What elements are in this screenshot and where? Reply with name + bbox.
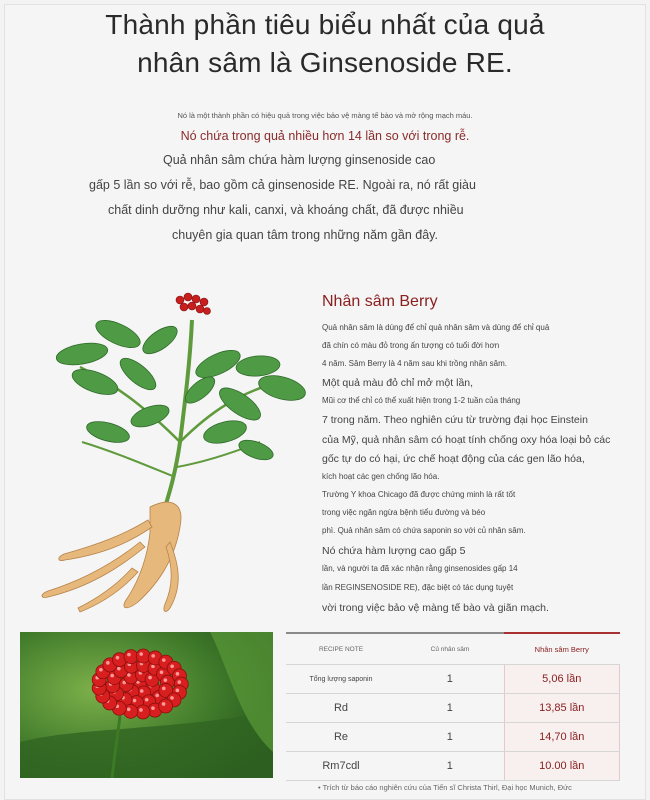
title-line-1: Thành phần tiêu biểu nhất của quả [105, 9, 545, 40]
table-header-cell: Nhân sâm Berry [504, 633, 620, 665]
berry-line: vời trong việc bảo vệ màng tế bào và giãn mạch. [322, 602, 549, 614]
berry-section-title: Nhân sâm Berry [322, 293, 438, 310]
table-header-cell: Củ nhân sâm [396, 633, 504, 665]
table-cell: Rm7cdl [286, 752, 396, 781]
table-cell: 14,70 lần [504, 723, 620, 752]
table-cell: 1 [396, 752, 504, 781]
table-row [286, 665, 620, 694]
berry-line: phì. Quả nhân sâm có chứa saponin so với củ nhân sâm. [322, 526, 526, 535]
title-line-2: nhân sâm là Ginsenoside RE. [137, 47, 513, 78]
berry-line: 4 năm. Sâm Berry là 4 năm sau khi trồng nhân sâm. [322, 359, 507, 368]
intro-line-4: chuyên gia quan tâm trong những năm gần đây. [172, 228, 438, 242]
comparison-table [286, 632, 620, 781]
table-cell: Tổng lượng saponin [286, 665, 396, 694]
table-cell: 5,06 lần [504, 665, 620, 694]
berry-line: Quả nhân sâm là dùng để chỉ quả nhân sâm và dùng để chỉ quả [322, 323, 550, 332]
berry-line: Nó chứa hàm lượng cao gấp 5 [322, 545, 466, 557]
ginseng-plant-illustration [20, 292, 315, 617]
table-header-row [286, 633, 620, 665]
berry-line: đã chín có màu đỏ trong ấn tượng có tuổi đời hơn [322, 341, 500, 350]
table-header-cell: RECIPE NOTE [286, 633, 396, 665]
ginseng-berry-photo [20, 632, 273, 778]
table-cell: Rd [286, 694, 396, 723]
berry-line: trong việc ngăn ngừa bệnh tiểu đường và béo [322, 508, 486, 517]
intro-highlight: Nó chứa trong quả nhiều hơn 14 lần so với trong rễ. [180, 129, 470, 143]
intro-note: Nó là một thành phần có hiệu quả trong việc bảo vệ màng tế bào và mở rộng mạch máu. [177, 111, 473, 120]
table-row [286, 723, 620, 752]
table-cell: 1 [396, 723, 504, 752]
table-cell: Re [286, 723, 396, 752]
berry-line: Một quả màu đỏ chỉ mở một lần, [322, 377, 474, 389]
table-cell: 1 [396, 694, 504, 723]
berry-line: lần, và người ta đã xác nhận rằng ginsenosides gấp 14 [322, 564, 518, 573]
footnote: • Trích từ báo cáo nghiên cứu của Tiến sĩ Christa Thirl, Đại học Munich, Đức [318, 783, 572, 792]
table-cell: 1 [396, 665, 504, 694]
table-cell: 13,85 lần [504, 694, 620, 723]
intro-line-1: Quả nhân sâm chứa hàm lượng ginsenoside cao [163, 153, 436, 167]
table-cell: 10.00 lần [504, 752, 620, 781]
berry-line: 7 trong năm. Theo nghiên cứu từ trường đại học Einstein [322, 414, 588, 426]
intro-line-3: chất dinh dưỡng như kali, canxi, và khoáng chất, đã được nhiều [108, 203, 464, 217]
page-title [0, 6, 650, 82]
table-row [286, 694, 620, 723]
berry-line: Mũi cơ thể chỉ có thể xuất hiện trong 1-2 tuần của tháng [322, 396, 521, 405]
intro-line-2: gấp 5 lần so với rễ, bao gồm cả ginsenoside RE. Ngoài ra, nó rất giàu [89, 178, 476, 192]
berry-line: kích hoạt các gen chống lão hóa. [322, 472, 440, 481]
berry-line: lần REGINSENOSIDE RE), đặc biệt có tác dụng tuyệt [322, 583, 514, 592]
berry-line: của Mỹ, quả nhân sâm có hoạt tính chống oxy hóa loại bỏ các [322, 434, 611, 446]
berry-line: Trường Y khoa Chicago đã được chứng minh là rất tốt [322, 490, 516, 499]
berry-line: gốc tự do có hại, ức chế hoạt động của các gen lão hóa, [322, 453, 585, 465]
table-row [286, 752, 620, 781]
